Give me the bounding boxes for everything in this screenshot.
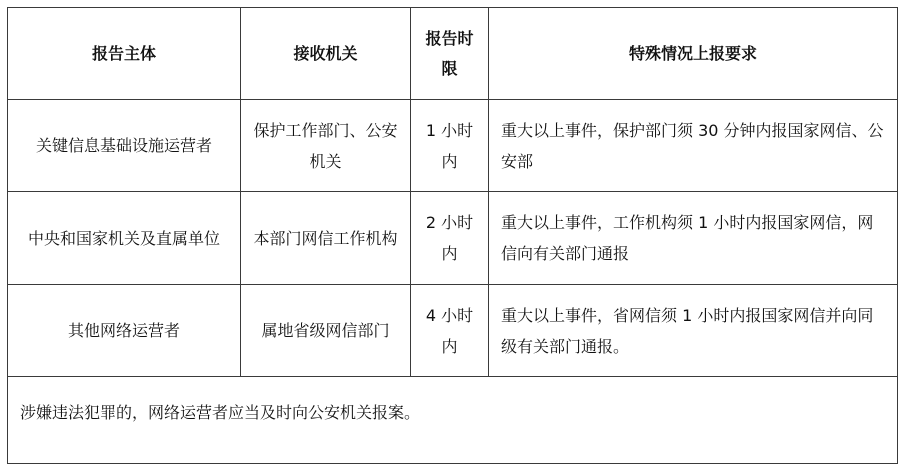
cell-receiver-text: 保护工作部门、公安机关 <box>253 120 398 171</box>
cell-subject <box>8 285 241 377</box>
table-footer-row <box>8 377 898 464</box>
cell-subject-text: 中央和国家机关及直属单位 <box>27 228 220 248</box>
footer-note-text: 涉嫌违法犯罪的，网络运营者应当及时向公安机关报案。 <box>20 403 421 422</box>
cell-subject-text: 关键信息基础设施运营者 <box>35 136 212 155</box>
header-special-requirements <box>489 8 898 100</box>
cell-special-requirements <box>489 285 898 377</box>
table-row <box>8 285 898 377</box>
cell-receiver <box>241 192 411 285</box>
cell-special-requirements <box>489 192 898 285</box>
cell-time-limit <box>411 285 489 377</box>
cell-receiver-text: 属地省级网信部门 <box>261 321 390 340</box>
cell-receiver <box>241 285 411 377</box>
cell-special-requirements-text: 重大以上事件，工作机构须 1 小时内报国家网信，网信向有关部门通报 <box>501 213 874 263</box>
footer-note-cell <box>8 377 898 464</box>
header-subject-label: 报告主体 <box>91 43 156 63</box>
cell-subject <box>8 100 241 192</box>
incident-reporting-table <box>7 7 898 464</box>
cell-time-limit-text: 1 小时内 <box>425 120 474 171</box>
header-subject <box>8 8 241 100</box>
cell-subject <box>8 192 241 285</box>
cell-time-limit-text: 4 小时内 <box>425 305 474 356</box>
header-time-limit-label: 报告时限 <box>425 28 474 78</box>
header-receiver <box>241 8 411 100</box>
cell-time-limit <box>411 100 489 192</box>
cell-receiver-text: 本部门网信工作机构 <box>253 228 398 248</box>
table-row <box>8 192 898 285</box>
cell-time-limit <box>411 192 489 285</box>
cell-receiver <box>241 100 411 192</box>
table-row <box>8 100 898 192</box>
header-special-requirements-label: 特殊情况上报要求 <box>628 43 757 63</box>
cell-special-requirements-text: 重大以上事件，省网信须 1 小时内报国家网信并向同级有关部门通报。 <box>501 305 874 356</box>
cell-subject-text: 其他网络运营者 <box>67 321 180 340</box>
cell-time-limit-text: 2 小时内 <box>425 213 474 263</box>
table-header-row <box>8 8 898 100</box>
cell-special-requirements <box>489 100 898 192</box>
cell-special-requirements-text: 重大以上事件，保护部门须 30 分钟内报国家网信、公安部 <box>501 120 884 171</box>
header-receiver-label: 接收机关 <box>293 43 358 63</box>
header-time-limit <box>411 8 489 100</box>
